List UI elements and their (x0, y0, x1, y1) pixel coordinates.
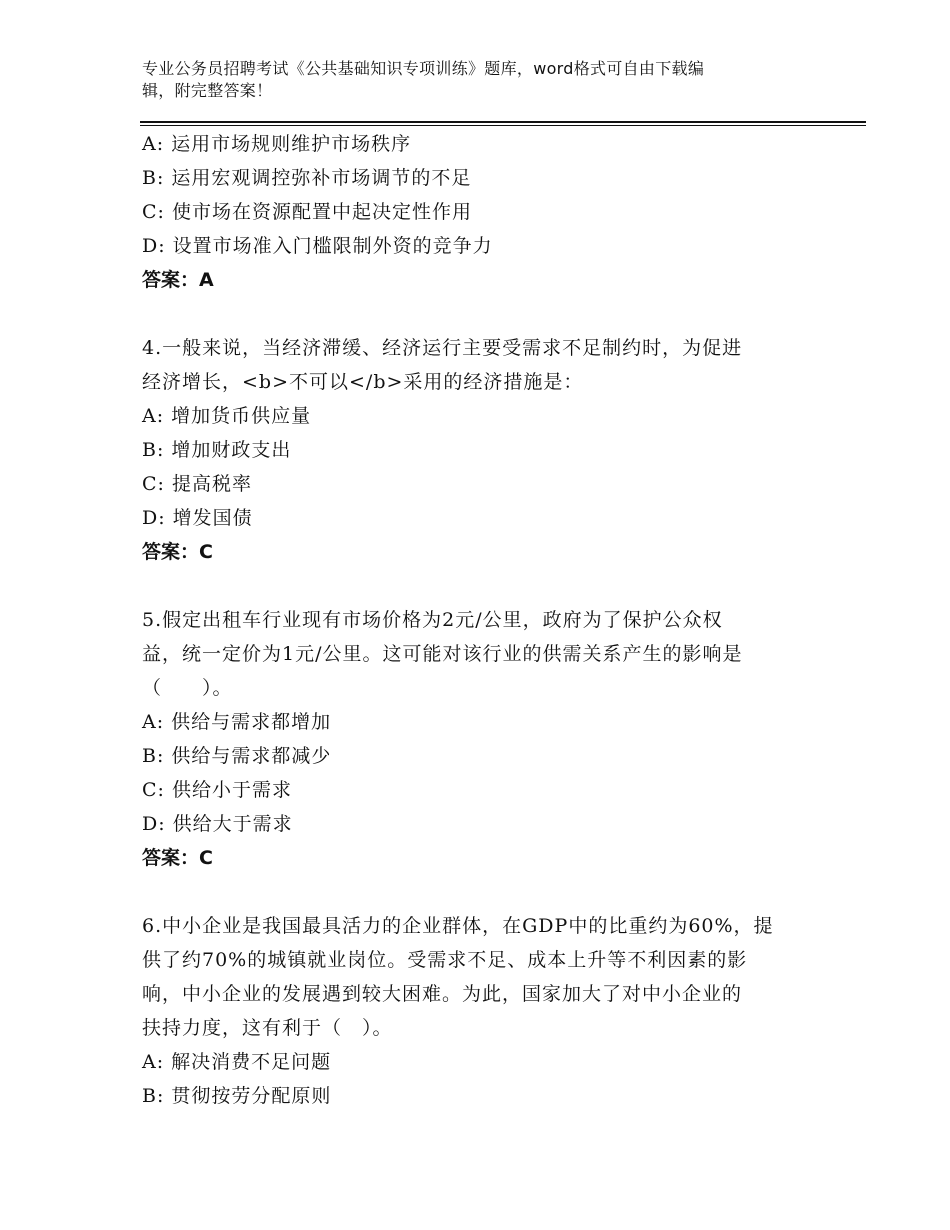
option-b: B: 供给与需求都减少 (142, 745, 332, 767)
header-line-2: 辑，附完整答案！ (142, 81, 273, 100)
question-list (142, 127, 812, 1113)
option-a: A: 增加货币供应量 (142, 405, 312, 427)
question-stem-line: 益，统一定价为1元/公里。这可能对该行业的供需关系产生的影响是 (142, 643, 743, 665)
answer-label: 答案：A (142, 269, 214, 291)
option-c: C: 提高税率 (142, 473, 252, 495)
document-header (142, 58, 802, 102)
question-stem-line: 供了约70%的城镇就业岗位。受需求不足、成本上升等不利因素的影 (142, 949, 748, 971)
question-stem-line: （ ）。 (142, 677, 233, 699)
question-3 (142, 127, 812, 297)
option-a: A: 供给与需求都增加 (142, 711, 332, 733)
question-4 (142, 331, 812, 569)
question-stem-line: 4.一般来说，当经济滞缓、经济运行主要受需求不足制约时，为促进 (142, 337, 743, 359)
question-spacer (142, 569, 812, 603)
answer-label: 答案：C (142, 847, 213, 869)
option-b: B: 增加财政支出 (142, 439, 292, 461)
option-d: D: 设置市场准入门槛限制外资的竞争力 (142, 235, 493, 257)
question-stem-line: 经济增长，<b>不可以</b>采用的经济措施是： (142, 371, 584, 393)
option-a: A: 运用市场规则维护市场秩序 (142, 133, 412, 155)
question-stem-line: 响，中小企业的发展遇到较大困难。为此，国家加大了对中小企业的 (142, 983, 743, 1005)
question-stem-line: 6.中小企业是我国最具活力的企业群体，在GDP中的比重约为60%，提 (142, 915, 774, 937)
header-divider-thick (140, 121, 866, 123)
answer-label: 答案：C (142, 541, 213, 563)
option-c: C: 供给小于需求 (142, 779, 292, 801)
option-d: D: 增发国债 (142, 507, 253, 529)
header-divider-thin (140, 125, 866, 126)
question-spacer (142, 875, 812, 909)
option-b: B: 运用宏观调控弥补市场调节的不足 (142, 167, 472, 189)
option-b: B: 贯彻按劳分配原则 (142, 1085, 332, 1107)
option-c: C: 使市场在资源配置中起决定性作用 (142, 201, 472, 223)
question-spacer (142, 297, 812, 331)
option-d: D: 供给大于需求 (142, 813, 293, 835)
header-line-1: 专业公务员招聘考试《公共基础知识专项训练》题库，word格式可自由下载编 (142, 59, 705, 78)
question-5 (142, 603, 812, 875)
option-a: A: 解决消费不足问题 (142, 1051, 332, 1073)
question-6 (142, 909, 812, 1113)
question-stem-line: 扶持力度，这有利于（ ）。 (142, 1017, 393, 1039)
question-stem-line: 5.假定出租车行业现有市场价格为2元/公里，政府为了保护公众权 (142, 609, 723, 631)
